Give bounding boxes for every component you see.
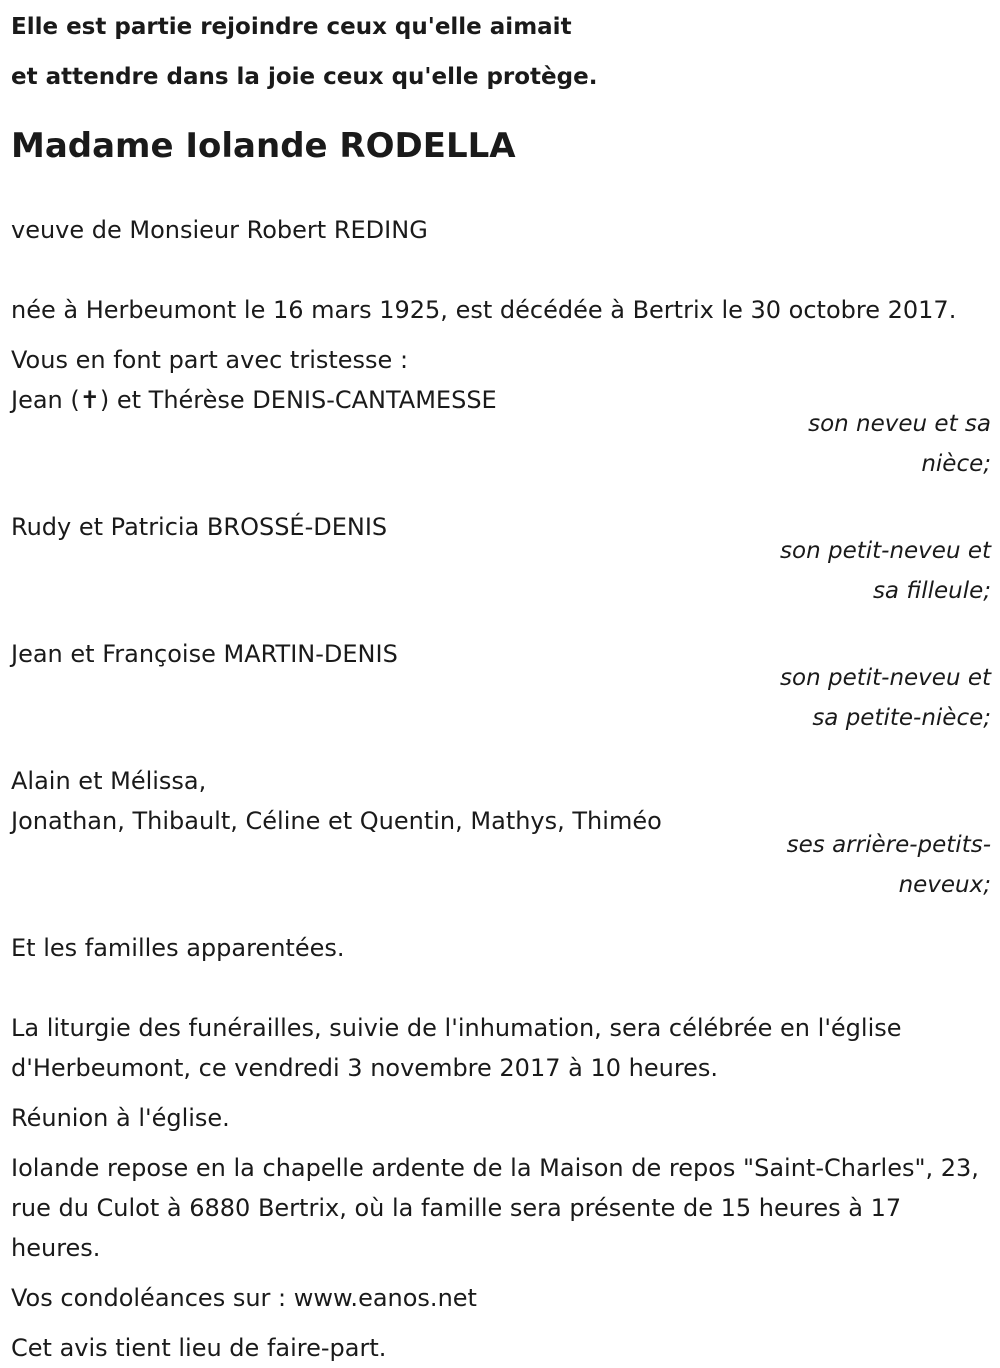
birth-death-line: née à Herbeumont le 16 mars 1925, est décédée à Bertrix le 30 octobre 2017.	[11, 296, 957, 324]
deceased-name: Madame Iolande RODELLA	[11, 126, 516, 166]
family-names: Alain et Mélissa,	[11, 767, 207, 795]
family-entry	[11, 507, 991, 611]
family-relation: son petit-neveu et sa filleule;	[780, 538, 991, 604]
family-relation: ses arrière-petits-neveux;	[786, 832, 991, 898]
family-names: Jean et Françoise MARTIN-DENIS	[11, 640, 398, 668]
quote-line-1: Elle est partie rejoindre ceux qu'elle aimait	[11, 14, 572, 40]
meeting-line: Réunion à l'église.	[11, 1104, 230, 1132]
family-relation: son petit-neveu et sa petite-nièce;	[780, 665, 991, 731]
notice-line: Cet avis tient lieu de faire-part.	[11, 1334, 387, 1362]
liturgy-paragraph: La liturgie des funérailles, suivie de l'inhumation, sera célébrée en l'église d'Herbeumont, ce vendredi 3 novembre 2017 à 10 heures.	[11, 1014, 902, 1082]
family-entry	[11, 380, 991, 484]
widow-line: veuve de Monsieur Robert REDING	[11, 216, 428, 244]
family-names: Rudy et Patricia BROSSÉ-DENIS	[11, 513, 388, 541]
chapel-paragraph: Iolande repose en la chapelle ardente de la Maison de repos "Saint-Charles", 23, rue du Culot à 6880 Bertrix, où la famille sera présente de 15 heures à 17 heures.	[11, 1154, 979, 1262]
quote-line-2: et attendre dans la joie ceux qu'elle protège.	[11, 64, 598, 90]
family-names: Jonathan, Thibault, Céline et Quentin, Mathys, Thiméo	[11, 807, 662, 835]
families-line: Et les familles apparentées.	[11, 934, 345, 962]
quote-block	[11, 2, 991, 102]
announcement-line: Vous en font part avec tristesse :	[11, 346, 409, 374]
obituary-notice	[11, 0, 991, 1368]
family-names: Jean (✝) et Thérèse DENIS-CANTAMESSE	[11, 386, 497, 414]
family-relation: son neveu et sa nièce;	[808, 411, 991, 477]
condolences-line: Vos condoléances sur : www.eanos.net	[11, 1284, 477, 1312]
family-entry	[11, 761, 991, 905]
family-entry	[11, 634, 991, 738]
